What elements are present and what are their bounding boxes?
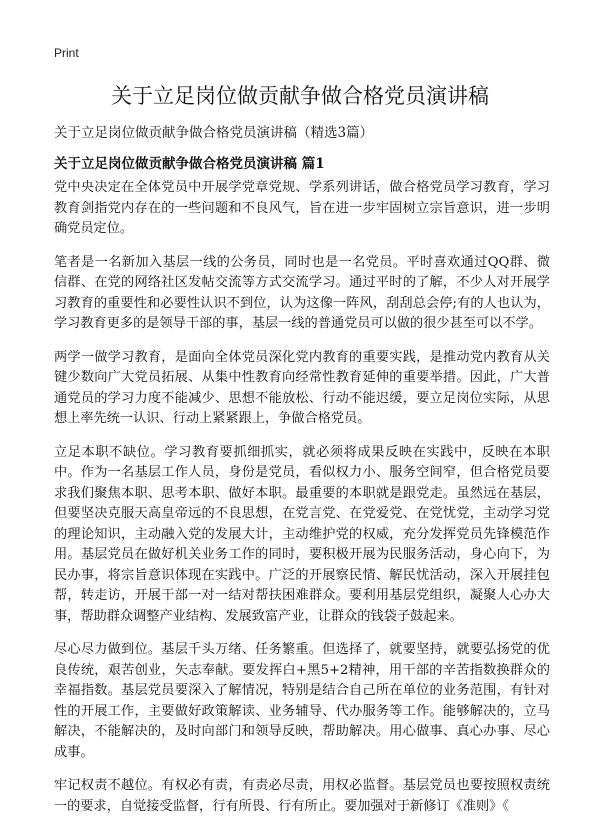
document-title: 关于立足岗位做贡献争做合格党员演讲稿 [111, 84, 489, 108]
print-link[interactable]: Print [54, 46, 79, 60]
document-subtitle: 关于立足岗位做贡献争做合格党员演讲稿（精选3篇） [54, 125, 374, 141]
paragraph: 尽心尽力做到位。基层千头万绪、任务繁重。但选择了，就要坚持，就要弘扬党的优良传统，艰苦创业，矢志奉献。要发挥白+黑5+2精神，用干部的辛苦指数换群众的幸福指数。基层党员要深入了解情况，特别是结合自己所在单位的业务范围，有针对性的开展工作，主要做好政策解读、业务辅导、代办服务等工作。能够解决的，立马解决，不能解决的，及时向部门和领导反映，帮助解决。用心做事、真心办事、尽心成事。 [54, 642, 550, 760]
paragraph: 牢记权责不越位。有权必有责，有责必尽责，用权必监督。基层党员也要按照权责统一的要求，自觉接受监督，行有所畏、行有所止。要加强对于新修订《准则》《 [54, 778, 550, 814]
document-body [54, 178, 550, 830]
paragraph: 两学一做学习教育，是面向全体党员深化党内教育的重要实践，是推动党内教育从关键少数向广大党员拓展、从集中性教育向经常性教育延伸的重要举措。因此，广大普通党员的学习力度不能减少、思想不能放松、行动不能迟缓，要立足岗位实际，从思想上率先统一认识、行动上紧紧跟上，争做合格党员。 [54, 349, 550, 426]
paragraph: 党中央决定在全体党员中开展学党章党规、学系列讲话，做合格党员学习教育，学习教育剑指党内存在的一些问题和不良风气，旨在进一步牢固树立宗旨意识，进一步明确党员定位。 [54, 180, 550, 236]
paragraph: 立足本职不缺位。学习教育要抓细抓实，就必须将成果反映在实践中，反映在本职中。作为一名基层工作人员，身份是党员，看似权力小、服务空间窄，但合格党员要求我们聚焦本职、思考本职、做好本职。最重要的本职就是跟党走。虽然远在基层，但要坚决克服天高皇帝远的不良思想，在党言党、在党爱党、在党忧党，主动学习党的理论知识，主动融入党的发展大计，主动维护党的权威，充分发挥党员先锋模范作用。基层党员在做好机关业务工作的同时，要积极开展为民服务活动，身心向下，为民办事，将宗旨意识体现在实践中。广泛的开展察民情、解民忧活动，深入开展挂包帮，转走访，开展干部一对一结对帮扶困难群众。要利用基层党组织，凝聚人心办大事，帮助群众调整产业结构、发展致富产业，让群众的钱袋子鼓起来。 [54, 444, 550, 624]
section-heading: 关于立足岗位做贡献争做合格党员演讲稿 篇1 [54, 156, 325, 172]
paragraph: 笔者是一名新加入基层一线的公务员，同时也是一名党员。平时喜欢通过QQ群、微信群、在党的网络社区发帖交流等方式交流学习。通过平时的了解，不少人对开展学习教育的重要性和必要性认识不到位，认为这像一阵风，刮刮总会停;有的人也认为，学习教育更多的是领导干部的事，基层一线的普通党员可以做的很少甚至可以不学。 [54, 254, 550, 331]
